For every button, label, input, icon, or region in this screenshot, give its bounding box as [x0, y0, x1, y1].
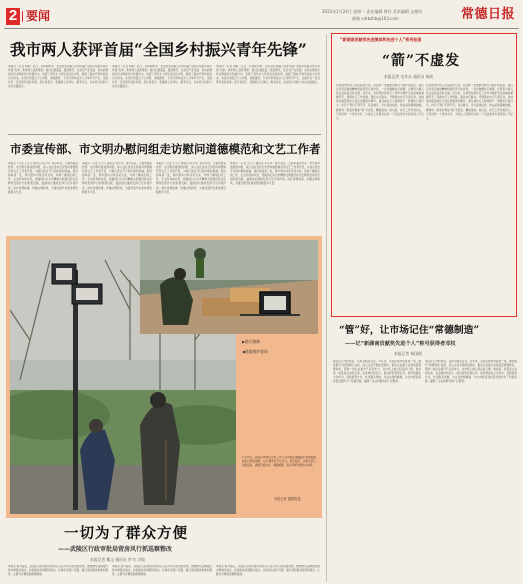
- inset-photo-lamp-repair: [140, 240, 318, 334]
- bottom-left-headline: 一切为了群众方便: [64, 525, 188, 542]
- mid-article-col-4: 本报讯（记者 王小兰 通讯员 李小军）春节将至，日前市委宣传部、市文明办组成慰问组，深入各区县市走访慰问道德模范和文艺工作者代表，为他们送去节日的问候和祝福。慰问组每到一处，都与慰问对象亲切交谈，详细了解他们的工作、生活和身体状况，感谢他们为全市精神文明建设和文化繁荣发展作出的积极贡献，鼓励他们继续发挥示范引领作用，讲好常德故事，传播文明新风，为建设现代化新常德贡献更多力量。: [230, 162, 320, 186]
- column-rule-main: [326, 34, 327, 582]
- sidebar-title: “箭”不虚发: [382, 53, 461, 69]
- mid-article-headline: 市委宣传部、市文明办慰问组走访慰问道德模范和文艺工作者: [10, 142, 321, 156]
- bottom-left-col-1: 本报讯 春节临近，武陵区行政审批局坚持以人民为中心的发展思想，聚焦群众反映强烈的办事难点堵点，持续推进巡察整改落实。该局优化窗口设置，推行延时服务和预约服务，让群众办事更加便捷高效。: [8, 565, 108, 577]
- sidebar-col-1: 在常德市中级人民法院执行局，有这样一支被群众称为“利箭”的队伍。他们以攻坚克难的精神和雷厉风行的作风，一次次破解执行难题，让胜诉当事人的合法权益及时兑现。近年来，该局坚持把执行工作作为维护司法权威的重要环节，创新执行工作机制，强化执行联动，开展集中执行专项行动，执结案件数量和执行到位金额逐年攀升。面对被执行人转移财产、规避执行等行为，执行干警们不辞辛劳，夜以继日，多方查找线索，依法采取强制措施，确保每一起案件都能“箭”无虚发、精准落地。他们说，执行工作连着民心，只有把每一个案件办好，才能让人民群众在每一个司法案件中感受到公平正义。: [336, 84, 424, 120]
- right-bottom-headline: “管”好，让市场记住“常德制造”: [339, 325, 480, 336]
- right-bottom-byline: 本报记者 杨国刚: [394, 351, 422, 356]
- mid-article-col-2: 本报讯（记者 王小兰 通讯员 李小军）春节将至，日前市委宣传部、市文明办组成慰问组，深入各区县市走访慰问道德模范和文艺工作者代表，为他们送去节日的问候和祝福。慰问组每到一处，都与慰问对象亲切交谈，详细了解他们的工作、生活和身体状况，感谢他们为全市精神文明建设和文化繁荣发展作出的积极贡献，鼓励他们继续发挥示范引领作用，讲好常德故事，传播文明新风，为建设现代化新常德贡献更多力量。: [82, 162, 152, 194]
- section-divider: [22, 11, 23, 22]
- page-number: 2: [8, 7, 18, 24]
- section-title: 要闻: [26, 9, 51, 23]
- photo-block: [6, 236, 322, 518]
- mid-article-col-1: 本报讯（记者 王小兰 通讯员 李小军）春节将至，日前市委宣传部、市文明办组成慰问组，深入各区县市走访慰问道德模范和文艺工作者代表，为他们送去节日的问候和祝福。慰问组每到一处，都与慰问对象亲切交谈，详细了解他们的工作、生活和身体状况，感谢他们为全市精神文明建设和文化繁荣发展作出的积极贡献，鼓励他们继续发挥示范引领作用，讲好常德故事，传播文明新风，为建设现代化新常德贡献更多力量。: [8, 162, 78, 194]
- sidebar-col-2: 在常德市中级人民法院执行局，有这样一支被群众称为“利箭”的队伍。他们以攻坚克难的精神和雷厉风行的作风，一次次破解执行难题，让胜诉当事人的合法权益及时兑现。近年来，该局坚持把执行工作作为维护司法权威的重要环节，创新执行工作机制，强化执行联动，开展集中执行专项行动，执结案件数量和执行到位金额逐年攀升。面对被执行人转移财产、规避执行等行为，执行干警们不辞辛劳，夜以继日，多方查找线索，依法采取强制措施，确保每一起案件都能“箭”无虚发、精准落地。他们说，执行工作连着民心，只有把每一个案件办好，才能让人民群众在每一个司法案件中感受到公平正义。: [426, 84, 513, 120]
- sidebar-box: [331, 33, 517, 317]
- top-article-col-3: 本报讯（记者 刘婷）近日，共青团中央、农业农村部联合发布首届“全国乡村振兴青年先锋”名单，我市两人获此殊荣。他们扎根基层、服务群众，在乡村产业发展、乡村治理和乡风文明建设中积极作为，发挥了青年生力军和突击队作用，展现了新时代青年的担当与风采。本次评选经过个人申报、逐级推荐、专家评审和社会公示等环节产生，全国共有一百名青年获此荣誉。获评者表示，将继续立足岗位、服务乡亲，以实际行动助力乡村全面振兴。: [216, 65, 320, 85]
- top-article-col-2: 本报讯（记者 刘婷）近日，共青团中央、农业农村部联合发布首届“全国乡村振兴青年先锋”名单，我市两人获此殊荣。他们扎根基层、服务群众，在乡村产业发展、乡村治理和乡风文明建设中积极作为，发挥了青年生力军和突击队作用，展现了新时代青年的担当与风采。本次评选经过个人申报、逐级推荐、专家评审和社会公示等环节产生，全国共有一百名青年获此荣誉。获评者表示，将继续立足岗位、服务乡亲，以实际行动助力乡村全面振兴。: [112, 65, 212, 89]
- sidebar-series-tag: “新湖南贡献奖先进集体和先进个人”系列报道: [340, 37, 422, 42]
- photo-caption-label-2: ◀道路维护现场: [242, 349, 268, 354]
- header-rule: [4, 28, 519, 29]
- bottom-left-col-3: 本报讯 春节临近，武陵区行政审批局坚持以人民为中心的发展思想，聚焦群众反映强烈的办事难点堵点，持续推进巡察整改落实。该局优化窗口设置，推行延时服务和预约服务，让群众办事更加便捷高效。: [216, 565, 320, 577]
- right-bottom-col-2: 他以匠心守护质量，以担当服务企业。多年来，邓权扎根市场监管一线，围绕提升“常德制造”品质，深入企业开展质量帮扶，推动企业建立完善质量管理体系，帮助一批企业提升产品竞争力，在市场上树立起良好口碑。他常说，质量是企业的生命，也是城市的名片。面对新形势新任务，他带领团队主动作为，创新监管方式，优化服务举措，为企业排忧解难，为全市经济高质量发展作出了积极贡献，赢得了企业和群众的广泛赞誉。: [425, 360, 517, 384]
- page-header: [0, 0, 523, 34]
- top-article-headline: 我市两人获评首届“全国乡村振兴青年先锋”: [10, 40, 307, 59]
- sidebar-byline: 本报记者 毛作永 通讯员 胡成: [384, 74, 434, 79]
- photo-caption-label-1: ▶路灯维修: [242, 339, 261, 344]
- right-bottom-subhead: ——记“新湖南贡献奖先进个人”称号获得者邓权: [345, 341, 456, 347]
- photo-credit: 本报记者 摄影报道: [274, 497, 301, 501]
- bottom-left-byline: 本报记者 戴文 通讯员 李 红 刘佳: [90, 557, 146, 562]
- header-meta: 2022年1月24日 星期一 责任编辑 曾玲 美术编辑 文德周: [322, 9, 423, 14]
- top-article-col-1: 本报讯（记者 刘婷）近日，共青团中央、农业农村部联合发布首届“全国乡村振兴青年先锋”名单，我市两人获此殊荣。他们扎根基层、服务群众，在乡村产业发展、乡村治理和乡风文明建设中积极作为，发挥了青年生力军和突击队作用，展现了新时代青年的担当与风采。本次评选经过个人申报、逐级推荐、专家评审和社会公示等环节产生，全国共有一百名青年获此荣誉。获评者表示，将继续立足岗位、服务乡亲，以实际行动助力乡村全面振兴。: [8, 65, 108, 89]
- mid-article-col-3: 本报讯（记者 王小兰 通讯员 李小军）春节将至，日前市委宣传部、市文明办组成慰问组，深入各区县市走访慰问道德模范和文艺工作者代表，为他们送去节日的问候和祝福。慰问组每到一处，都与慰问对象亲切交谈，详细了解他们的工作、生活和身体状况，感谢他们为全市精神文明建设和文化繁荣发展作出的积极贡献，鼓励他们继续发挥示范引领作用，讲好常德故事，传播文明新风，为建设现代化新常德贡献更多力量。: [156, 162, 226, 194]
- right-bottom-col-1: 他以匠心守护质量，以担当服务企业。多年来，邓权扎根市场监管一线，围绕提升“常德制造”品质，深入企业开展质量帮扶，推动企业建立完善质量管理体系，帮助一批企业提升产品竞争力，在市场上树立起良好口碑。他常说，质量是企业的生命，也是城市的名片。面对新形势新任务，他带领团队主动作为，创新监管方式，优化服务举措，为企业排忧解难，为全市经济高质量发展作出了积极贡献，赢得了企业和群众的广泛赞誉。: [333, 360, 421, 384]
- bottom-left-col-2: 本报讯 春节临近，武陵区行政审批局坚持以人民为中心的发展思想，聚焦群众反映强烈的办事难点堵点，持续推进巡察整改落实。该局优化窗口设置，推行延时服务和预约服务，让群众办事更加便捷高效。: [112, 565, 212, 577]
- rule-1: [8, 134, 321, 135]
- bottom-left-subhead: ——武陵区行政审批局营房风行抓巡察整改: [58, 546, 173, 553]
- header-email: 邮箱 cdrbzhb@163.com: [352, 16, 399, 21]
- masthead-logo: 常德日报: [461, 7, 516, 22]
- photo-caption: 1月20日，武陵区城管执法局工作人员对辖区道路路灯和破损路面进行排查维修，以方便市民节日出行。春节临近，各相关部门加强巡查，确保设施完好、道路畅通，用心用情为群众办实事。: [242, 456, 316, 468]
